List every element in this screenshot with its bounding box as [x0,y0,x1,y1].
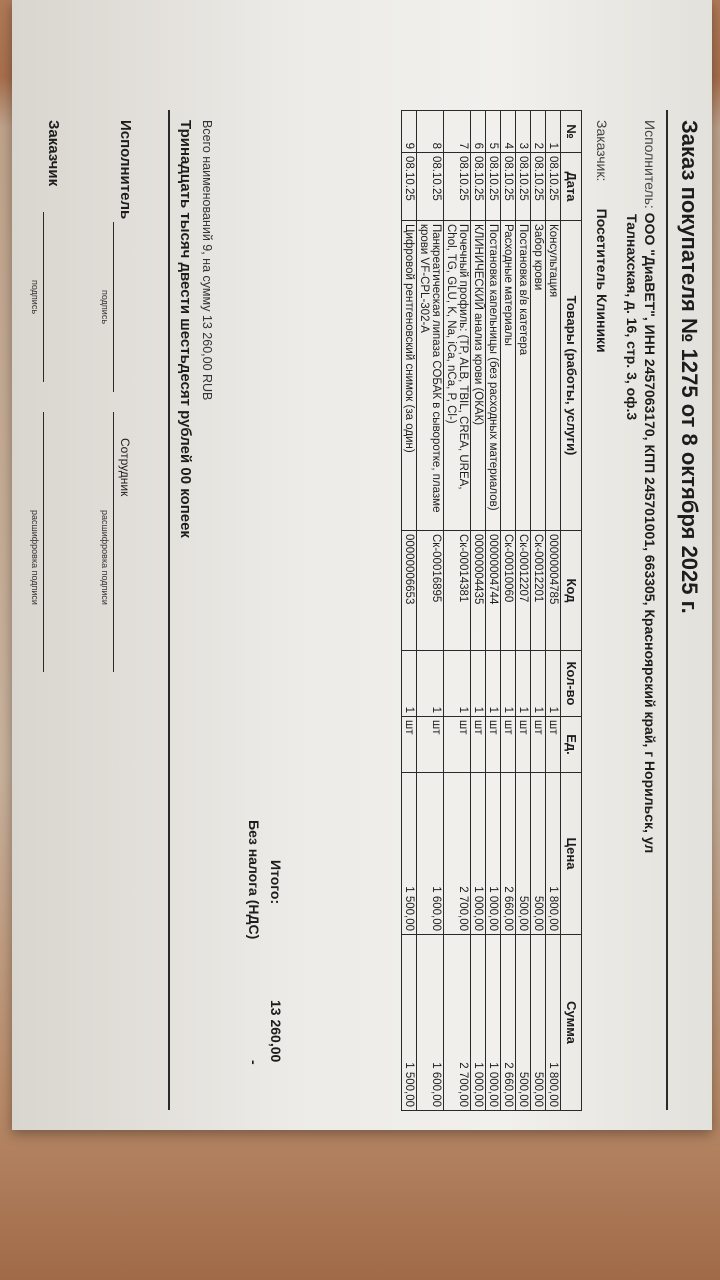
vat-label: Без налога (НДС) [246,820,262,940]
customer-signature-line [43,212,44,382]
row-number: 7 [444,111,471,153]
row-sum: 1 500,00 [402,935,417,1111]
row-sum: 1 600,00 [417,935,444,1111]
row-price: 500,00 [516,773,531,935]
document-title: Заказ покупателя № 1275 от 8 октября 2025 г. [677,120,702,614]
executor-signature-line [113,222,114,392]
row-goods-line2: крови VF-CPL-302-A [418,224,430,333]
row-goods [531,221,546,531]
row-number: 3 [516,111,531,153]
row-quantity: 1 [417,651,444,717]
title-rule [666,110,668,1110]
row-price: 1 800,00 [546,773,561,935]
row-quantity: 1 [516,651,531,717]
header-date: Дата [561,153,582,221]
row-goods [516,221,531,531]
row-sum: 1 800,00 [546,935,561,1111]
row-unit: шт [531,717,546,773]
row-quantity: 1 [501,651,516,717]
table-row [486,111,501,1111]
row-goods-line2: Chol, TG, GLU, K, Na, iCa, nCa, P, Cl-) [445,224,457,424]
header-sum: Сумма [561,935,582,1111]
table-row [546,111,561,1111]
vat-value: - [246,1060,262,1065]
header-price: Цена [561,773,582,935]
row-sum: 2 700,00 [444,935,471,1111]
row-quantity: 1 [546,651,561,717]
row-code: 00000004785 [546,531,561,651]
row-date: 08.10.25 [531,153,546,221]
executor-label: Исполнитель: [642,120,658,209]
customer-decode-caption: расшифровка подписи [30,510,40,605]
header-number: № [561,111,582,153]
row-goods [486,221,501,531]
row-goods-line1: Забор крови [532,224,544,291]
row-goods [501,221,516,531]
row-sum: 1 000,00 [471,935,486,1111]
executor-value: ООО "ДиаВЕТ", ИНН 2457063170, КПП 245701001, 663305, Красноярский край, г Норильск, ул [642,212,658,854]
row-quantity: 1 [402,651,417,717]
table-row [471,111,486,1111]
row-goods-line1: Панкреатическая липаза СОБАК в сыворотке, плазме [430,224,442,513]
executor-decode-line [113,412,114,672]
row-date: 08.10.25 [546,153,561,221]
executor-row [642,120,658,853]
row-date: 08.10.25 [516,153,531,221]
header-quantity: Кол-во [561,651,582,717]
row-unit: шт [417,717,444,773]
amount-in-words: Тринадцать тысяч двести шестьдесят рублей 00 копеек [177,120,194,538]
row-goods [417,221,444,531]
customer-signature-label: Заказчик [45,120,62,187]
row-number: 2 [531,111,546,153]
customer-decode-line [43,412,44,672]
row-price: 2 660,00 [501,773,516,935]
row-sum: 500,00 [531,935,546,1111]
row-number: 5 [486,111,501,153]
table-row [444,111,471,1111]
row-goods [471,221,486,531]
row-goods-line1: Почечный профиль: (TP, ALB, TBIL, CREA, UREA, [457,224,469,490]
row-price: 1 000,00 [486,773,501,935]
total-label: Итого: [268,860,284,905]
row-code: Ск-00014381 [444,531,471,651]
row-goods-line1: Постановка капельницы (без расходных материалов) [487,224,499,511]
executor-signature-label: Исполнитель [117,120,134,220]
row-number: 1 [546,111,561,153]
paper-sheet [12,0,712,1130]
row-unit: шт [516,717,531,773]
row-unit: шт [546,717,561,773]
customer-row [594,120,610,353]
customer-signature-caption: подпись [30,280,40,315]
items-summary: Всего наименований 9, на сумму 13 260,00 RUB [200,120,214,401]
row-goods [402,221,417,531]
row-price: 1 600,00 [417,773,444,935]
row-price: 1 000,00 [471,773,486,935]
row-goods-line1: Постановка в/в катетера [517,224,529,356]
row-number: 9 [402,111,417,153]
executor-signature-caption: подпись [100,290,110,325]
order-document [12,100,702,1140]
header-unit: Ед. [561,717,582,773]
row-date: 08.10.25 [471,153,486,221]
row-goods [444,221,471,531]
row-code: 00000004744 [486,531,501,651]
row-quantity: 1 [444,651,471,717]
row-quantity: 1 [531,651,546,717]
row-date: 08.10.25 [417,153,444,221]
table-row [501,111,516,1111]
row-goods-line1: КЛИНИЧЕСКИЙ анализ крови (ОКАК) [472,224,484,426]
row-date: 08.10.25 [402,153,417,221]
row-price: 1 500,00 [402,773,417,935]
row-sum: 500,00 [516,935,531,1111]
row-code: Ск-00010060 [501,531,516,651]
row-sum: 1 000,00 [486,935,501,1111]
table-row [402,111,417,1111]
row-sum: 2 660,00 [501,935,516,1111]
table-row [531,111,546,1111]
total-value: 13 260,00 [268,1000,284,1063]
row-goods-line1: Консультация [547,224,559,298]
row-unit: шт [444,717,471,773]
row-number: 8 [417,111,444,153]
row-unit: шт [471,717,486,773]
summary-rule [168,110,170,1110]
row-goods-line1: Расходные материалы [502,224,514,346]
row-code: Ск-00012207 [516,531,531,651]
customer-value: Посетитель Клиники [594,208,610,353]
table-row [417,111,444,1111]
executor-employee-name: Сотрудник [118,438,132,497]
row-unit: шт [402,717,417,773]
row-date: 08.10.25 [501,153,516,221]
table-header-row [561,111,582,1111]
table-row [516,111,531,1111]
row-date: 08.10.25 [444,153,471,221]
row-number: 4 [501,111,516,153]
executor-decode-caption: расшифровка подписи [100,510,110,605]
customer-label: Заказчик: [594,120,610,182]
header-code: Код [561,531,582,651]
row-price: 500,00 [531,773,546,935]
row-quantity: 1 [471,651,486,717]
row-code: Ск-00012201 [531,531,546,651]
header-goods: Товары (работы, услуги) [561,221,582,531]
row-quantity: 1 [486,651,501,717]
row-date: 08.10.25 [486,153,501,221]
row-goods [546,221,561,531]
row-code: 00000006653 [402,531,417,651]
row-goods-line1: Цифровой рентгеновский снимок (за один) [403,224,415,453]
row-code: 00000004435 [471,531,486,651]
items-table [401,110,582,1111]
row-unit: шт [486,717,501,773]
row-code: Ск-00016895 [417,531,444,651]
executor-address: Талнахская, д. 16, стр. 3, оф.3 [624,214,640,421]
row-number: 6 [471,111,486,153]
row-unit: шт [501,717,516,773]
row-price: 2 700,00 [444,773,471,935]
